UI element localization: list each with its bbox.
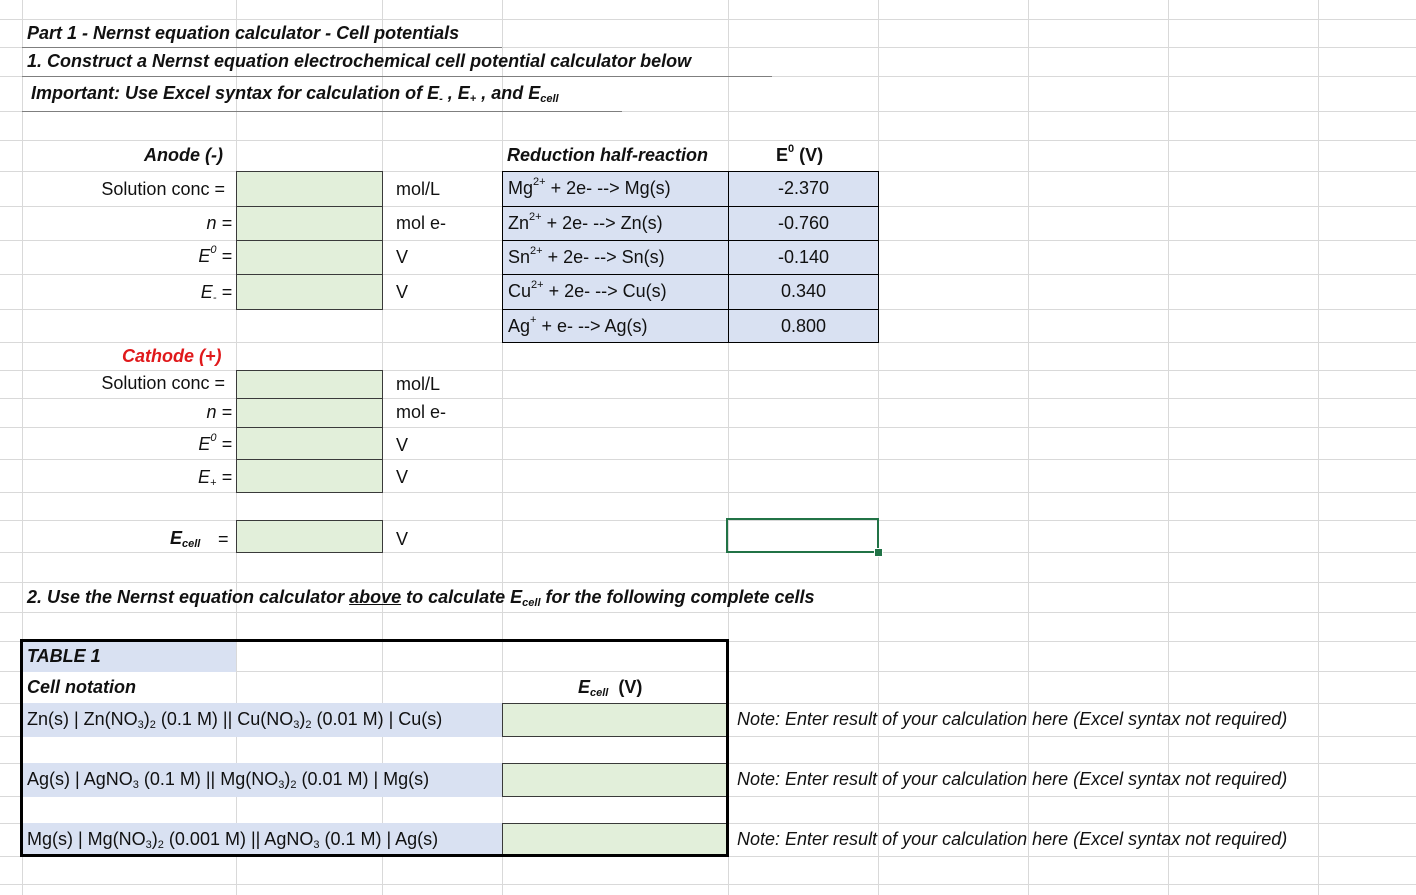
table1-note-1: Note: Enter result of your calculation here (Excel syntax not required) <box>737 709 1288 729</box>
anode-eminus-input[interactable] <box>236 274 383 310</box>
e0-letter: E <box>198 246 211 266</box>
selected-cell[interactable] <box>726 518 879 553</box>
charge: 2+ <box>529 211 542 223</box>
cathode-solution-label: Solution conc = <box>101 373 225 393</box>
anode-unit-1: mol/L <box>396 179 441 199</box>
reaction-row-1 <box>502 171 729 207</box>
cathode-n-input[interactable] <box>236 398 383 428</box>
e0-value-4: 0.340 <box>728 274 879 310</box>
part2-suffix: for the following complete cells <box>540 587 815 607</box>
e0-value-1: -2.370 <box>728 171 879 207</box>
anode-unit-3: V <box>396 247 409 267</box>
anode-eminus-label <box>150 282 232 303</box>
eminus-eq: = <box>216 282 232 302</box>
eplus-letter: E <box>198 467 211 487</box>
charge: 2+ <box>530 245 543 257</box>
e0-eq: = <box>216 246 232 266</box>
table1-col-e <box>578 677 642 698</box>
cathode-unit-3: V <box>396 435 409 455</box>
cathode-e0-label <box>150 434 232 455</box>
minus-sub: - <box>439 93 443 105</box>
comma-e: , E <box>442 83 470 103</box>
e0-sup: 0 <box>210 432 217 444</box>
reaction-rest: + e- --> Ag(s) <box>536 316 648 336</box>
header-border-3 <box>22 111 622 112</box>
anode-n-label: n = <box>206 213 232 233</box>
t: (0.1 M) || Cu(NO <box>155 709 294 729</box>
and-e: , and E <box>476 83 541 103</box>
ecell-sub: cell <box>182 538 201 550</box>
s: 3 <box>278 779 285 791</box>
ecell-equals: = <box>218 529 229 549</box>
s: 3 <box>313 839 320 851</box>
e0-letter: E <box>198 434 211 454</box>
cathode-solution-input[interactable] <box>236 370 383 399</box>
important-text: Important: Use Excel syntax for calculation of E <box>31 83 440 103</box>
reaction-header: Reduction half-reaction <box>507 145 709 165</box>
eminus-sub: - <box>212 292 217 304</box>
table1-note-3: Note: Enter result of your calculation here (Excel syntax not required) <box>737 829 1288 849</box>
cathode-unit-4: V <box>396 467 409 487</box>
eminus-letter: E <box>200 282 213 302</box>
cathode-e0-input[interactable] <box>236 427 383 460</box>
charge: 2+ <box>533 176 546 188</box>
s: 2 <box>157 839 164 851</box>
t: Zn(s) | Zn(NO <box>27 709 138 729</box>
s: 2 <box>149 719 156 731</box>
ecell-unit: V <box>396 529 409 549</box>
charge: + <box>530 314 537 326</box>
col-e-sub: cell <box>590 687 609 699</box>
anode-e0-label <box>150 246 232 267</box>
part2-prefix: 2. Use the Nernst equation calculator <box>27 587 350 607</box>
e0-eq: = <box>216 434 232 454</box>
anode-title: Anode (-) <box>144 145 223 165</box>
reaction-rest: + 2e- --> Zn(s) <box>541 213 663 233</box>
e0-header-letter: E <box>776 145 789 165</box>
table1-col-cell: Cell notation <box>27 677 136 697</box>
anode-solution-input[interactable] <box>236 171 383 207</box>
reaction-row-5 <box>502 309 729 343</box>
ion: Cu <box>508 281 532 301</box>
col-e-unit: (V) <box>618 677 643 697</box>
s: 3 <box>137 719 144 731</box>
ecell-letter: E <box>170 528 183 548</box>
ion: Mg <box>508 178 534 198</box>
part2-above: above <box>349 587 402 607</box>
anode-e0-input[interactable] <box>236 240 383 275</box>
ion: Ag <box>508 316 531 336</box>
reaction-rest: + 2e- --> Sn(s) <box>542 247 665 267</box>
table1-cell-notation-1 <box>27 709 442 730</box>
t: (0.001 M) || AgNO <box>163 829 314 849</box>
header-border-2 <box>22 76 772 77</box>
t: Ag(s) | AgNO <box>27 769 133 789</box>
header-border <box>22 47 502 48</box>
cathode-n-label: n = <box>206 402 232 422</box>
eplus-sub: + <box>210 477 217 489</box>
t: (0.1 M) | Ag(s) <box>319 829 439 849</box>
t: Mg(s) | Mg(NO <box>27 829 146 849</box>
ecell-label <box>170 528 200 549</box>
table1-title: TABLE 1 <box>27 646 101 666</box>
cell-sub: cell <box>540 93 559 105</box>
e0-value-2: -0.760 <box>728 206 879 241</box>
table1-border <box>20 639 729 857</box>
reaction-row-4 <box>502 274 729 310</box>
cathode-unit-1: mol/L <box>396 374 441 394</box>
cathode-title: Cathode (+) <box>122 346 222 366</box>
t: ) <box>143 709 150 729</box>
ion: Sn <box>508 247 531 267</box>
eplus-eq: = <box>216 467 232 487</box>
s: 3 <box>145 839 152 851</box>
cathode-unit-2: mol e- <box>396 402 447 422</box>
e0-value-3: -0.140 <box>728 240 879 275</box>
anode-solution-label: Solution conc = <box>101 179 225 199</box>
table1-cell-notation-3 <box>27 829 438 850</box>
part2-middle: to calculate E <box>401 587 523 607</box>
e0-value-5: 0.800 <box>728 309 879 343</box>
t: (0.1 M) || Mg(NO <box>138 769 279 789</box>
reaction-rest: + 2e- --> Cu(s) <box>543 281 667 301</box>
reaction-row-2 <box>502 206 729 241</box>
t: ) <box>299 709 306 729</box>
cathode-eplus-label <box>150 467 232 488</box>
e0-header <box>776 145 823 166</box>
instruction-important <box>31 83 559 104</box>
s: 3 <box>293 719 300 731</box>
col-e-letter: E <box>578 677 591 697</box>
e0-header-unit: (V) <box>794 145 824 165</box>
reaction-rest: + 2e- --> Mg(s) <box>545 178 671 198</box>
part1-title: Part 1 - Nernst equation calculator - Cell potentials <box>27 23 460 43</box>
fill-handle[interactable] <box>874 548 883 557</box>
plus-sub: + <box>469 93 477 105</box>
anode-unit-2: mol e- <box>396 213 447 233</box>
part2-cell-sub: cell <box>522 597 541 609</box>
cathode-eplus-input[interactable] <box>236 459 383 493</box>
t: ) <box>284 769 291 789</box>
t: (0.01 M) | Cu(s) <box>311 709 443 729</box>
e0-header-sup: 0 <box>788 143 795 155</box>
s: 2 <box>305 719 312 731</box>
charge: 2+ <box>531 279 544 291</box>
table1-cell-notation-2 <box>27 769 429 790</box>
s: 3 <box>132 779 139 791</box>
ecell-input[interactable] <box>236 520 383 553</box>
instruction-1: 1. Construct a Nernst equation electrochemical cell potential calculator below <box>27 51 692 71</box>
e0-sup: 0 <box>210 244 217 256</box>
part2-instruction <box>27 587 815 608</box>
ion: Zn <box>508 213 530 233</box>
anode-unit-4: V <box>396 282 409 302</box>
t: ) <box>151 829 158 849</box>
anode-n-input[interactable] <box>236 206 383 241</box>
t: (0.01 M) | Mg(s) <box>296 769 430 789</box>
table1-note-2: Note: Enter result of your calculation here (Excel syntax not required) <box>737 769 1288 789</box>
s: 2 <box>290 779 297 791</box>
reaction-row-3 <box>502 240 729 275</box>
